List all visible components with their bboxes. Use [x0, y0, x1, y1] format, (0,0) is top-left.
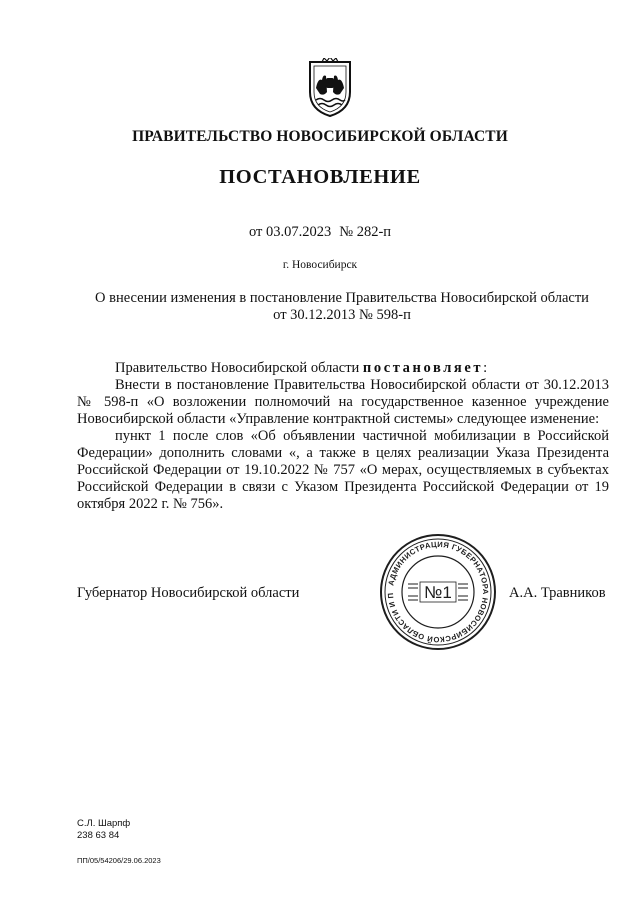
- document-city: г. Новосибирск: [282, 259, 358, 271]
- executor-name: С.Л. Шарпф: [77, 818, 131, 829]
- document-registration-code: ПП/05/54206/29.06.2023: [77, 856, 161, 865]
- document-date-number: [0, 224, 640, 241]
- seal-number: №1: [424, 583, 452, 602]
- change-paragraph: пункт 1 после слов «Об объявлении частичной мобилизации в Российской Федерации» дополнить словами «, а также в целях реализации Указа Президента Российской Федерации от 19.10.2022 № 757 «О мерах, осуществляемых в субъектах Российской Федерации в связи с Указом Президента Российской Федерации от 19 октября 2022 г. № 756».: [77, 428, 609, 512]
- coat-of-arms-icon: [302, 58, 358, 118]
- signatory-position: Губернатор Новосибирской области: [77, 585, 300, 601]
- document-date: от 03.07.2023: [248, 224, 332, 240]
- organization-title: ПРАВИТЕЛЬСТВО НОВОСИБИРСКОЙ ОБЛАСТИ: [132, 128, 508, 145]
- document-body: [77, 360, 609, 513]
- official-seal-stamp: [378, 532, 498, 652]
- amendment-paragraph: Внести в постановление Правительства Новосибирской области от 30.12.2013 № 598-п «О возложении полномочий на государственное казенное учреждение Новосибирской области «Управление контрактной системы» следующее изменение:: [77, 377, 609, 427]
- signatory-name: А.А. Травников: [509, 585, 606, 601]
- svg-text:АДМИНИСТРАЦИЯ ГУБЕРНАТОРА НОВО: АДМИНИСТРАЦИЯ ГУБЕРНАТОРА НОВОСИБИРСКОЙ ОБЛАСТИ И П: [385, 539, 491, 645]
- document-subject: [72, 290, 612, 324]
- intro-prefix: Правительство Новосибирской области: [115, 360, 360, 376]
- document-type: ПОСТАНОВЛЕНИЕ: [219, 166, 421, 188]
- executor-phone: 238 63 84: [77, 830, 120, 841]
- executor-info: [77, 818, 130, 842]
- intro-paragraph: [77, 360, 609, 377]
- document-number: № 282-п: [339, 224, 392, 240]
- decree-word: постановляет: [362, 360, 484, 376]
- subject-line-2: от 30.12.2013 № 598-п: [273, 307, 411, 323]
- subject-line-1: О внесении изменения в постановление Правительства Новосибирской области: [95, 290, 589, 306]
- intro-suffix: :: [483, 360, 488, 376]
